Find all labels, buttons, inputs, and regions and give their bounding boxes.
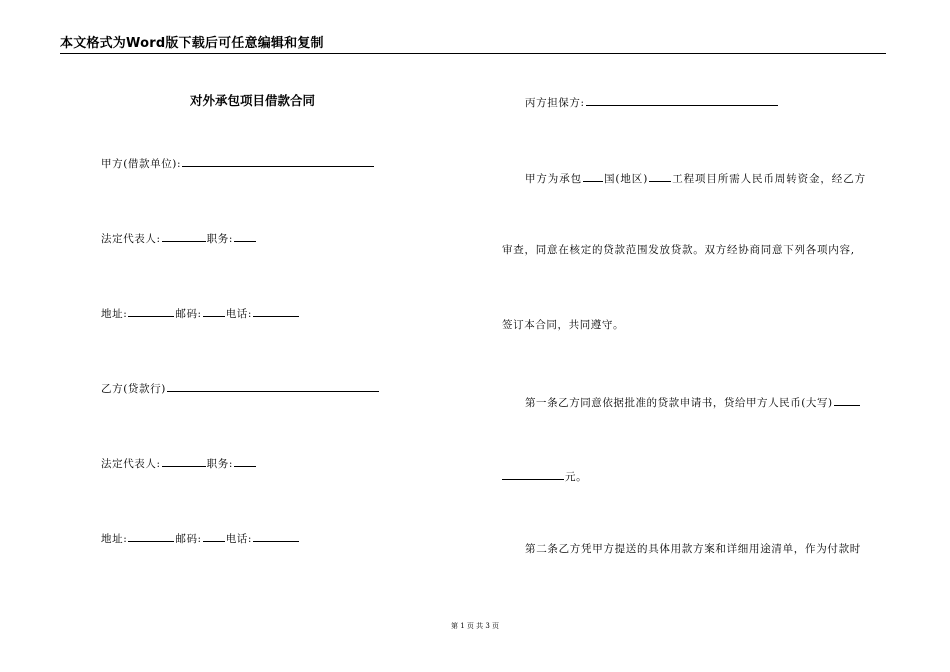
address-a-line — [101, 305, 300, 321]
party-b-blank — [167, 380, 379, 392]
rep-a-label: 法定代表人: — [101, 233, 161, 245]
rep-a-blank — [162, 230, 206, 242]
party-c-label: 丙方担保方: — [525, 97, 585, 109]
article1-text: 第一条乙方同意依据批准的贷款申请书，贷给甲方人民币(大写) — [525, 397, 833, 409]
phone-b-label: 电话: — [225, 533, 253, 545]
party-b-line — [101, 380, 380, 396]
yuan-text: 元。 — [565, 471, 588, 483]
header-banner: 本文格式为Word版下载后可任意编辑和复制 — [60, 36, 324, 51]
postcode-b-label: 邮码: — [175, 533, 202, 545]
postcode-a-label: 邮码: — [175, 308, 202, 320]
rep-b-line — [101, 455, 257, 471]
position-a-blank — [234, 230, 256, 242]
party-c-line — [525, 94, 779, 110]
party-a-blank — [182, 155, 374, 167]
amount-blank — [502, 468, 564, 480]
para1-line2: 审查，同意在核定的贷款范围发放贷款。双方经协商同意下列各项内容, — [502, 244, 855, 256]
para1-line3: 签订本合同，共同遵守。 — [502, 319, 625, 331]
address-b-blank — [128, 530, 174, 542]
contract-title: 对外承包项目借款合同 — [190, 93, 316, 108]
position-b-blank — [234, 455, 256, 467]
rep-b-label: 法定代表人: — [101, 458, 161, 470]
address-a-blank — [128, 305, 174, 317]
address-a-label: 地址: — [101, 308, 128, 320]
document-header — [60, 36, 886, 54]
rep-b-blank — [162, 455, 206, 467]
article1-line1 — [525, 394, 861, 410]
party-c-blank — [586, 94, 778, 106]
party-a-line — [101, 155, 375, 171]
phone-b-blank — [253, 530, 299, 542]
project-blank — [649, 170, 671, 182]
amount-words-blank — [834, 394, 860, 406]
country-blank — [583, 170, 603, 182]
position-a-label: 职务: — [206, 233, 233, 245]
address-b-label: 地址: — [101, 533, 128, 545]
party-a-label: 甲方(借款单位): — [101, 158, 182, 170]
para1-line1 — [525, 170, 866, 186]
rep-a-line — [101, 230, 257, 246]
postcode-b-blank — [203, 530, 225, 542]
postcode-a-blank — [203, 305, 225, 317]
article1-line2 — [502, 468, 587, 484]
para1-text-a: 甲方为承包 — [525, 173, 582, 185]
page-footer: 第 1 页 共 3 页 — [450, 622, 500, 630]
position-b-label: 职务: — [206, 458, 233, 470]
party-b-label: 乙方(贷款行) — [101, 383, 166, 395]
article2-line1: 第二条乙方凭甲方提送的具体用款方案和详细用途清单，作为付款时 — [525, 543, 861, 555]
para1-text-c: 工程项目所需人民币周转资金，经乙方 — [672, 173, 867, 185]
para1-text-b: 国(地区) — [604, 173, 649, 185]
address-b-line — [101, 530, 300, 546]
phone-a-label: 电话: — [225, 308, 253, 320]
phone-a-blank — [253, 305, 299, 317]
